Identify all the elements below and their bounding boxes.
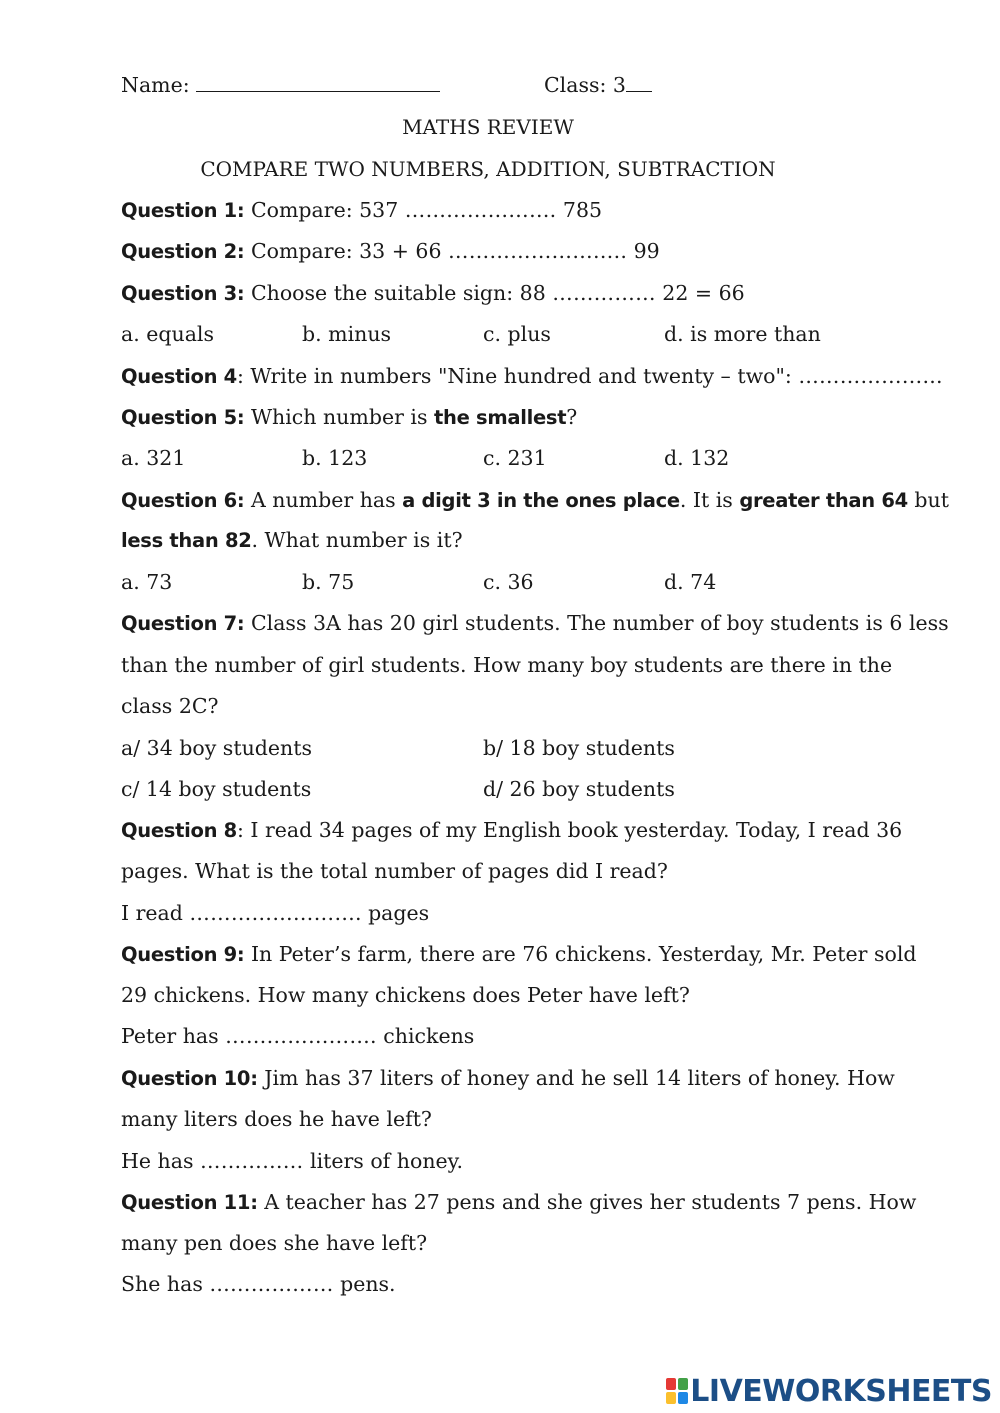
- question-6-option-d[interactable]: d. 74: [664, 570, 717, 594]
- question-9-blank[interactable]: ………………….: [225, 1024, 377, 1048]
- class-label: Class: 3: [544, 73, 626, 97]
- question-5-after: ?: [566, 405, 578, 429]
- question-10-answer: [121, 1147, 463, 1175]
- question-11-label: Question 11:: [121, 1191, 258, 1214]
- question-2: [121, 237, 660, 266]
- brand-name: LIVEWORKSHEETS: [690, 1373, 992, 1409]
- question-3-after: 22 = 66: [655, 281, 745, 305]
- question-2-text: Compare: 33 + 66: [244, 239, 449, 263]
- question-10-blank[interactable]: ……………: [200, 1149, 304, 1173]
- question-1: [121, 196, 602, 225]
- question-3-label: Question 3:: [121, 282, 245, 305]
- question-8-line-2: pages. What is the total number of pages did I read?: [121, 859, 668, 883]
- question-6-text-3: but: [907, 488, 949, 512]
- question-5-emphasis: the smallest: [434, 406, 567, 429]
- question-5-option-c[interactable]: c. 231: [483, 446, 547, 470]
- question-7-text-1: Class 3A has 20 girl students. The number of boy students is 6 less: [244, 611, 949, 635]
- question-3-option-c[interactable]: c. plus: [483, 322, 551, 346]
- question-2-label: Question 2:: [121, 240, 245, 263]
- name-row: [121, 71, 440, 99]
- question-9-label: Question 9:: [121, 943, 245, 966]
- question-3-option-d[interactable]: d. is more than: [664, 322, 821, 346]
- question-11-blank[interactable]: ………………: [209, 1272, 334, 1296]
- question-9-text-1: In Peter’s farm, there are 76 chickens. Yesterday, Mr. Peter sold: [244, 942, 917, 966]
- page-subtitle: COMPARE TWO NUMBERS, ADDITION, SUBTRACTION: [200, 157, 776, 181]
- question-1-after: 785: [556, 198, 603, 222]
- question-10-answer-prefix: He has: [121, 1149, 200, 1173]
- question-5-label: Question 5:: [121, 406, 245, 429]
- question-11-line-1: [121, 1188, 916, 1217]
- question-5: [121, 403, 577, 432]
- question-7-option-b[interactable]: b/ 18 boy students: [483, 736, 675, 760]
- question-11-answer-prefix: She has: [121, 1272, 210, 1296]
- question-6-option-c[interactable]: c. 36: [483, 570, 534, 594]
- question-7-option-d[interactable]: d/ 26 boy students: [483, 777, 675, 801]
- question-10-line-2: many liters does he have left?: [121, 1107, 432, 1131]
- question-5-option-d[interactable]: d. 132: [664, 446, 730, 470]
- question-2-blank[interactable]: ……………………..: [448, 239, 628, 263]
- liveworksheets-logo[interactable]: [666, 1373, 992, 1409]
- question-3-option-b[interactable]: b. minus: [302, 322, 392, 346]
- question-6-emphasis-3: less than 82: [121, 529, 252, 552]
- question-7-option-c[interactable]: c/ 14 boy students: [121, 777, 312, 801]
- question-1-text: Compare: 537: [244, 198, 405, 222]
- question-8-label: Question 8: [121, 819, 237, 842]
- question-7-option-a[interactable]: a/ 34 boy students: [121, 736, 312, 760]
- question-9-answer-prefix: Peter has: [121, 1024, 226, 1048]
- question-8-line-1: [121, 816, 902, 845]
- question-10-text-1: Jim has 37 liters of honey and he sell 14 liters of honey. How: [257, 1066, 895, 1090]
- question-9-line-1: [121, 940, 917, 969]
- question-11-text-1: A teacher has 27 pens and she gives her students 7 pens. How: [257, 1190, 917, 1214]
- question-3-option-a[interactable]: a. equals: [121, 322, 215, 346]
- question-7-line-3: class 2C?: [121, 694, 219, 718]
- question-8-answer-suffix: . pages: [355, 901, 430, 925]
- question-4-blank[interactable]: ………………...: [798, 364, 943, 388]
- class-field[interactable]: [626, 71, 652, 92]
- question-8-answer: [121, 899, 429, 927]
- question-4: [121, 362, 943, 391]
- question-9-answer: [121, 1022, 474, 1050]
- question-7-label: Question 7:: [121, 612, 245, 635]
- question-5-option-b[interactable]: b. 123: [302, 446, 368, 470]
- question-4-text: : Write in numbers "Nine hundred and twenty – two":: [236, 364, 799, 388]
- question-11-line-2: many pen does she have left?: [121, 1231, 428, 1255]
- question-8-answer-prefix: I read: [121, 901, 190, 925]
- question-6-line-2: [121, 526, 463, 555]
- question-9-line-2: 29 chickens. How many chickens does Peter have left?: [121, 983, 690, 1007]
- question-4-label: Question 4: [121, 365, 237, 388]
- question-6-text-2: . It is: [679, 488, 740, 512]
- class-row: [544, 71, 652, 99]
- question-10-label: Question 10:: [121, 1067, 258, 1090]
- question-6-emphasis-2: greater than 64: [739, 489, 908, 512]
- question-7-line-2: than the number of girl students. How many boy students are there in the: [121, 653, 893, 677]
- question-8-blank[interactable]: ……………………: [189, 901, 356, 925]
- question-6-label: Question 6:: [121, 489, 245, 512]
- name-field[interactable]: [196, 71, 440, 92]
- question-6-emphasis-1: a digit 3 in the ones place: [402, 489, 680, 512]
- question-1-label: Question 1:: [121, 199, 245, 222]
- question-3-blank[interactable]: ……………: [552, 281, 656, 305]
- name-label: Name:: [121, 73, 190, 97]
- question-3-text: Choose the suitable sign: 88: [244, 281, 553, 305]
- question-11-answer: [121, 1270, 396, 1298]
- liveworksheets-logo-icon: [666, 1378, 688, 1404]
- question-6-option-a[interactable]: a. 73: [121, 570, 173, 594]
- page-title: MATHS REVIEW: [402, 115, 574, 139]
- question-6-line-1: [121, 486, 949, 515]
- question-5-option-a[interactable]: a. 321: [121, 446, 186, 470]
- question-10-answer-suffix: liters of honey.: [303, 1149, 464, 1173]
- question-6-option-b[interactable]: b. 75: [302, 570, 355, 594]
- question-8-text-1: : I read 34 pages of my English book yesterday. Today, I read 36: [236, 818, 903, 842]
- question-1-blank[interactable]: ………………….: [404, 198, 557, 222]
- question-5-text: Which number is: [244, 405, 434, 429]
- question-9-answer-suffix: chickens: [376, 1024, 475, 1048]
- question-11-answer-suffix: pens.: [333, 1272, 396, 1296]
- question-2-after: 99: [627, 239, 660, 263]
- question-6-text-1: A number has: [244, 488, 403, 512]
- question-6-text-4: . What number is it?: [251, 528, 463, 552]
- question-10-line-1: [121, 1064, 895, 1093]
- question-7-line-1: [121, 609, 949, 638]
- question-3: [121, 279, 745, 308]
